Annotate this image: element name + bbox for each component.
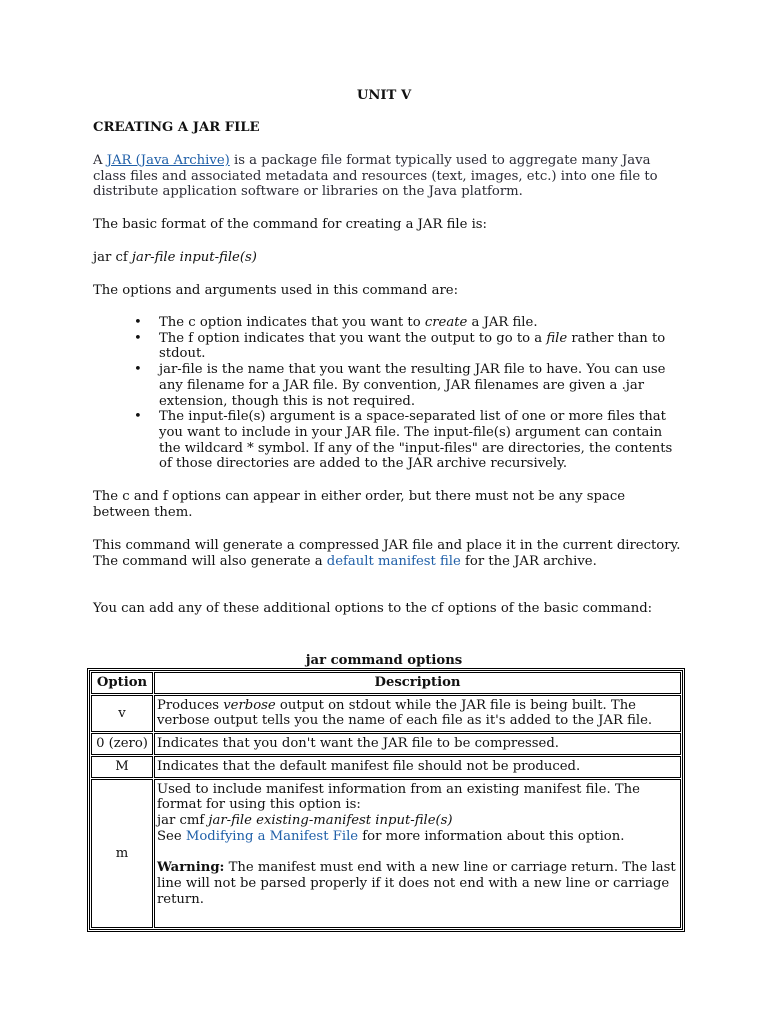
desc-m-see bbox=[157, 829, 678, 845]
option-M: M bbox=[91, 756, 153, 778]
list-item bbox=[159, 315, 683, 331]
bullet-f-em: file bbox=[546, 330, 568, 346]
bullet-f-post: rather than to stdout. bbox=[159, 330, 666, 362]
additional-options-text: You can add any of these additional options to the cf options of the basic command: bbox=[93, 601, 653, 616]
table-row bbox=[91, 779, 681, 929]
bullet-c-pre: The c option indicates that you want to bbox=[159, 315, 425, 330]
default-manifest-link[interactable]: default manifest file bbox=[326, 553, 461, 569]
warning-label: Warning: bbox=[157, 860, 225, 876]
desc-m-cmd-plain: jar cmf bbox=[157, 812, 209, 828]
bullet-c-post: a JAR file. bbox=[467, 315, 538, 330]
table-row bbox=[91, 733, 681, 755]
modifying-manifest-link[interactable]: Modifying a Manifest File bbox=[185, 828, 359, 844]
desc-v-post: output on stdout while the JAR file is being built. The verbose output tells you the name of each file as it's added to the JAR file. bbox=[157, 697, 653, 729]
options-list bbox=[93, 315, 683, 472]
description-v bbox=[154, 695, 681, 732]
generate-pre: This command will generate a compressed JAR file and place it in the current directory. The command will also generate a bbox=[93, 538, 681, 569]
options-table bbox=[89, 670, 683, 930]
list-item bbox=[159, 331, 683, 362]
option-zero: 0 (zero) bbox=[91, 733, 153, 755]
bullet-c-em: create bbox=[424, 315, 468, 330]
bullet-inputfiles: The input-file(s) argument is a space-separated list of one or more files that you want to include in your JAR file. The input-file(s) argument can contain the wildcard * symbol. If any of the "input-files" are directories, the contents of those directories are added to the JAR archive recursively. bbox=[159, 409, 673, 472]
description-M: Indicates that the default manifest file should not be produced. bbox=[154, 756, 681, 778]
option-m: m bbox=[91, 779, 153, 929]
description-zero: Indicates that you don't want the JAR file to be compressed. bbox=[154, 733, 681, 755]
command-args: jar-file input-file(s) bbox=[131, 250, 257, 265]
desc-m-cmd-args: jar-file existing-manifest input-file(s) bbox=[208, 812, 453, 828]
table-row bbox=[91, 756, 681, 778]
desc-m-line1: Used to include manifest information from an existing manifest file. The format for using this option is: bbox=[157, 781, 640, 813]
section-title: CREATING A JAR FILE bbox=[93, 120, 260, 135]
list-item bbox=[159, 409, 683, 472]
header-option: Option bbox=[91, 672, 153, 694]
desc-m-see-post: for more information about this option. bbox=[358, 828, 625, 844]
desc-v-em: verbose bbox=[223, 697, 276, 713]
generate-paragraph bbox=[93, 538, 683, 569]
basic-format-text: The basic format of the command for creating a JAR file is: bbox=[93, 217, 488, 232]
description-m bbox=[154, 779, 681, 929]
intro-prefix: A bbox=[93, 153, 107, 168]
generate-post: for the JAR archive. bbox=[460, 553, 597, 569]
options-intro: The options and arguments used in this command are: bbox=[93, 283, 459, 298]
basic-command bbox=[93, 250, 683, 266]
table-row bbox=[91, 695, 681, 732]
intro-paragraph bbox=[93, 153, 683, 200]
order-note: The c and f options can appear in either order, but there must not be any space between them. bbox=[93, 489, 626, 520]
command-plain: jar cf bbox=[93, 250, 132, 265]
table-caption: jar command options bbox=[305, 653, 463, 668]
bullet-jarfile: jar-file is the name that you want the resulting JAR file to have. You can use any filename for a JAR file. By convention, JAR filenames are given a .jar extension, though this is not required. bbox=[159, 362, 666, 409]
warning-text: The manifest must end with a new line or carriage return. The last line will not be parsed properly if it does not end with a new line or carriage return. bbox=[157, 860, 676, 907]
desc-m-command bbox=[157, 813, 678, 829]
option-v: v bbox=[91, 695, 153, 732]
jar-link[interactable]: JAR (Java Archive) bbox=[106, 153, 230, 168]
bullet-f-pre: The f option indicates that you want the output to go to a bbox=[159, 330, 547, 346]
header-description: Description bbox=[154, 672, 681, 694]
intro-rest: is a package file format typically used to aggregate many Java class files and associated metadata and resources (text, images, etc.) into one file to distribute application software or libraries on the Java platform. bbox=[93, 153, 658, 200]
desc-m-see-pre: See bbox=[157, 828, 186, 844]
desc-m-warning bbox=[157, 860, 678, 907]
desc-v-pre: Produces bbox=[157, 697, 224, 713]
list-item bbox=[159, 362, 683, 409]
unit-heading: UNIT V bbox=[356, 88, 412, 103]
table-header-row bbox=[91, 672, 681, 694]
